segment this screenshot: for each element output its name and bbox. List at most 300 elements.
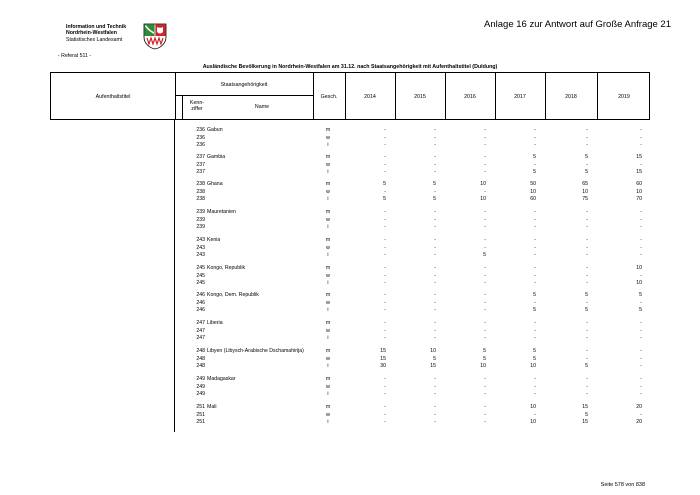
value-cell-2016: -	[484, 411, 486, 418]
kennziffer-cell: 243	[196, 244, 205, 251]
gender-cell: i	[327, 196, 329, 202]
value-cell-2016: 5	[483, 348, 486, 354]
kennziffer-cell: 236	[196, 127, 205, 133]
header-staatsangehoerigkeit: Staatsangehörigkeit	[220, 82, 268, 88]
header-kennziffer: Kenn- ziffer	[189, 100, 205, 112]
value-cell-2019: -	[640, 376, 642, 382]
value-cell-2015: 5	[433, 181, 436, 187]
value-cell-2018: -	[586, 134, 588, 141]
value-cell-2014: 5	[383, 196, 386, 202]
value-cell-2016: -	[484, 209, 486, 215]
gender-cell: w	[326, 299, 330, 306]
value-cell-2015: -	[434, 292, 436, 298]
kennziffer-cell: 247	[196, 327, 205, 334]
value-cell-2019: -	[640, 224, 642, 230]
value-cell-2015: -	[434, 216, 436, 223]
nrw-crest-logo	[142, 22, 168, 50]
org-name-line2: Nordrhein-Westfalen	[66, 30, 117, 37]
value-cell-2015: -	[434, 307, 436, 313]
value-cell-2016: -	[484, 265, 486, 271]
kennziffer-cell: 238	[196, 181, 205, 187]
gender-cell: w	[326, 188, 330, 195]
kennziffer-cell: 246	[196, 292, 205, 298]
value-cell-2019: 20	[636, 419, 642, 425]
table-row	[50, 418, 650, 426]
kennziffer-cell: 236	[196, 134, 205, 141]
value-cell-2016: -	[484, 404, 486, 410]
kennziffer-cell: 251	[196, 404, 205, 410]
value-cell-2014: -	[384, 134, 386, 141]
value-cell-2018: 5	[585, 154, 588, 160]
value-cell-2019: -	[640, 411, 642, 418]
value-cell-2019: 10	[636, 265, 642, 271]
kennziffer-cell: 236	[196, 142, 205, 148]
value-cell-2016: -	[484, 237, 486, 243]
gender-cell: m	[325, 292, 331, 298]
gender-cell: i	[327, 391, 329, 397]
country-group	[50, 375, 650, 399]
value-cell-2018: 5	[585, 292, 588, 298]
country-name-cell: Ghana	[207, 181, 223, 187]
header-year-2016: 2016	[464, 94, 476, 100]
country-group	[50, 236, 650, 260]
value-cell-2015: -	[434, 134, 436, 141]
country-name-cell: Kenia	[207, 237, 221, 243]
value-cell-2019: -	[640, 142, 642, 148]
value-cell-2015: -	[434, 327, 436, 334]
value-cell-2015: 15	[430, 363, 436, 369]
kennziffer-cell: 237	[196, 169, 205, 175]
table-row	[50, 168, 650, 176]
value-cell-2019: -	[640, 209, 642, 215]
value-cell-2015: -	[434, 127, 436, 133]
value-cell-2015: 5	[433, 196, 436, 202]
value-cell-2019: -	[640, 348, 642, 354]
value-cell-2016: -	[484, 127, 486, 133]
country-group	[50, 126, 650, 150]
value-cell-2018: -	[586, 391, 588, 397]
table-row	[50, 306, 650, 314]
value-cell-2016: -	[484, 216, 486, 223]
country-name-cell: Mauretanien	[207, 209, 236, 215]
value-cell-2019: -	[640, 299, 642, 306]
country-group	[50, 208, 650, 232]
gender-cell: w	[326, 411, 330, 418]
value-cell-2017: 5	[533, 154, 536, 160]
value-cell-2017: -	[534, 237, 536, 243]
country-group	[50, 319, 650, 343]
gender-cell: m	[325, 265, 331, 271]
value-cell-2014: -	[384, 209, 386, 215]
value-cell-2016: -	[484, 299, 486, 306]
value-cell-2015: -	[434, 188, 436, 195]
table-row	[50, 141, 650, 149]
value-cell-2017: -	[534, 320, 536, 326]
value-cell-2016: -	[484, 280, 486, 286]
value-cell-2019: -	[640, 161, 642, 168]
gender-cell: i	[327, 335, 329, 341]
value-cell-2017: -	[534, 252, 536, 258]
value-cell-2017: 10	[530, 188, 536, 195]
gender-cell: w	[326, 134, 330, 141]
value-cell-2014: 5	[383, 181, 386, 187]
value-cell-2018: 10	[582, 188, 588, 195]
value-cell-2017: -	[534, 224, 536, 230]
value-cell-2017: 10	[530, 363, 536, 369]
value-cell-2015: -	[434, 169, 436, 175]
kennziffer-cell: 238	[196, 188, 205, 195]
value-cell-2016: -	[484, 376, 486, 382]
org-name-line1: Information und Technik	[66, 24, 127, 30]
value-cell-2018: 5	[585, 307, 588, 313]
country-group	[50, 153, 650, 177]
value-cell-2015: -	[434, 376, 436, 382]
country-name-cell: Liberia	[207, 320, 223, 326]
document-reference: Anlage 16 zur Antwort auf Große Anfrage 21	[484, 19, 671, 30]
value-cell-2014: -	[384, 335, 386, 341]
value-cell-2019: -	[640, 272, 642, 279]
country-name-cell: Libyen (Libysch-Arabische Dschamahirija)	[207, 348, 304, 354]
value-cell-2017: -	[534, 335, 536, 341]
value-cell-2016: -	[484, 142, 486, 148]
kennziffer-cell: 248	[196, 363, 205, 369]
value-cell-2019: 10	[636, 280, 642, 286]
gender-cell: m	[325, 404, 331, 410]
value-cell-2014: -	[384, 327, 386, 334]
value-cell-2017: -	[534, 209, 536, 215]
gender-cell: i	[327, 307, 329, 313]
value-cell-2018: -	[586, 161, 588, 168]
value-cell-2019: 70	[636, 196, 642, 202]
value-cell-2017: 10	[530, 419, 536, 425]
value-cell-2017: -	[534, 327, 536, 334]
value-cell-2014: -	[384, 142, 386, 148]
value-cell-2016: -	[484, 224, 486, 230]
value-cell-2014: 15	[380, 348, 386, 354]
kennziffer-cell: 237	[196, 154, 205, 160]
value-cell-2015: -	[434, 142, 436, 148]
value-cell-2014: -	[384, 265, 386, 271]
header-year-2014: 2014	[364, 94, 376, 100]
value-cell-2018: -	[586, 383, 588, 390]
value-cell-2016: -	[484, 161, 486, 168]
value-cell-2015: -	[434, 299, 436, 306]
value-cell-2018: 5	[585, 363, 588, 369]
country-group	[50, 180, 650, 204]
value-cell-2015: -	[434, 272, 436, 279]
value-cell-2014: -	[384, 169, 386, 175]
value-cell-2018: -	[586, 127, 588, 133]
value-cell-2019: -	[640, 391, 642, 397]
kennziffer-cell: 243	[196, 237, 205, 243]
value-cell-2018: -	[586, 335, 588, 341]
value-cell-2017: 50	[530, 181, 536, 187]
value-cell-2017: -	[534, 161, 536, 168]
table-row	[50, 362, 650, 370]
kennziffer-cell: 247	[196, 320, 205, 326]
kennziffer-cell: 239	[196, 224, 205, 230]
gender-cell: w	[326, 355, 330, 362]
header-year-2018: 2018	[565, 94, 577, 100]
kennziffer-cell: 246	[196, 307, 205, 313]
value-cell-2016: 5	[483, 355, 486, 362]
value-cell-2018: -	[586, 376, 588, 382]
value-cell-2016: -	[484, 307, 486, 313]
value-cell-2016: -	[484, 320, 486, 326]
gender-cell: m	[325, 348, 331, 354]
value-cell-2015: -	[434, 404, 436, 410]
value-cell-2018: 65	[582, 181, 588, 187]
org-block	[66, 24, 126, 43]
value-cell-2015: 5	[433, 355, 436, 362]
table-row	[50, 279, 650, 287]
value-cell-2016: -	[484, 419, 486, 425]
value-cell-2014: -	[384, 216, 386, 223]
gender-cell: m	[325, 127, 331, 133]
header-geschlecht: Gesch.	[320, 94, 338, 100]
country-name-cell: Kongo, Republik	[207, 265, 246, 271]
value-cell-2019: -	[640, 327, 642, 334]
kennziffer-cell: 251	[196, 419, 205, 425]
department-label: - Referat 511 -	[58, 53, 92, 59]
kennziffer-cell: 248	[196, 355, 205, 362]
value-cell-2014: -	[384, 280, 386, 286]
value-cell-2019: 20	[636, 404, 642, 410]
value-cell-2016: 5	[483, 252, 486, 258]
value-cell-2015: -	[434, 209, 436, 215]
value-cell-2018: -	[586, 348, 588, 354]
value-cell-2017: 5	[533, 355, 536, 362]
table-row	[50, 195, 650, 203]
value-cell-2015: -	[434, 265, 436, 271]
value-cell-2017: 10	[530, 404, 536, 410]
value-cell-2015: -	[434, 391, 436, 397]
kennziffer-cell: 246	[196, 299, 205, 306]
value-cell-2019: 60	[636, 181, 642, 187]
value-cell-2014: -	[384, 411, 386, 418]
gender-cell: m	[325, 376, 331, 382]
value-cell-2015: -	[434, 320, 436, 326]
value-cell-2016: -	[484, 335, 486, 341]
value-cell-2017: 5	[533, 169, 536, 175]
value-cell-2016: -	[484, 134, 486, 141]
value-cell-2018: -	[586, 252, 588, 258]
value-cell-2015: -	[434, 335, 436, 341]
value-cell-2019: -	[640, 216, 642, 223]
value-cell-2014: -	[384, 161, 386, 168]
country-name-cell: Mali	[207, 404, 217, 410]
value-cell-2016: 10	[480, 181, 486, 187]
value-cell-2017: 5	[533, 307, 536, 313]
value-cell-2014: -	[384, 154, 386, 160]
value-cell-2017: -	[534, 127, 536, 133]
value-cell-2019: -	[640, 237, 642, 243]
value-cell-2017: -	[534, 142, 536, 148]
header-aufenthaltstitel: Aufenthaltstitel	[95, 94, 131, 100]
kennziffer-cell: 239	[196, 209, 205, 215]
value-cell-2017: -	[534, 383, 536, 390]
value-cell-2014: -	[384, 252, 386, 258]
gender-cell: w	[326, 216, 330, 223]
value-cell-2019: 5	[639, 292, 642, 298]
value-cell-2015: -	[434, 244, 436, 251]
gender-cell: m	[325, 237, 331, 243]
gender-cell: i	[327, 142, 329, 148]
value-cell-2017: -	[534, 134, 536, 141]
header-name: Name	[254, 104, 270, 110]
value-cell-2018: -	[586, 327, 588, 334]
country-name-cell: Gambia	[207, 154, 226, 160]
value-cell-2017: 5	[533, 292, 536, 298]
table-row	[50, 390, 650, 398]
kennziffer-cell: 238	[196, 196, 205, 202]
value-cell-2017: -	[534, 299, 536, 306]
value-cell-2014: -	[384, 383, 386, 390]
gender-cell: i	[327, 224, 329, 230]
value-cell-2017: 60	[530, 196, 536, 202]
value-cell-2014: -	[384, 127, 386, 133]
value-cell-2014: -	[384, 320, 386, 326]
header-year-2015: 2015	[414, 94, 426, 100]
country-name-cell: Madagaskar	[207, 376, 236, 382]
value-cell-2017: -	[534, 376, 536, 382]
value-cell-2019: 10	[636, 188, 642, 195]
value-cell-2017: -	[534, 216, 536, 223]
gender-cell: w	[326, 161, 330, 168]
value-cell-2016: -	[484, 292, 486, 298]
value-cell-2016: -	[484, 169, 486, 175]
gender-cell: m	[325, 320, 331, 326]
gender-cell: m	[325, 181, 331, 187]
header-year-2017: 2017	[514, 94, 526, 100]
gender-cell: w	[326, 383, 330, 390]
kennziffer-cell: 249	[196, 391, 205, 397]
table-row	[50, 251, 650, 259]
value-cell-2019: 15	[636, 154, 642, 160]
kennziffer-cell: 249	[196, 376, 205, 382]
value-cell-2015: -	[434, 411, 436, 418]
value-cell-2017: -	[534, 272, 536, 279]
value-cell-2018: -	[586, 224, 588, 230]
value-cell-2018: 5	[585, 169, 588, 175]
value-cell-2014: -	[384, 419, 386, 425]
value-cell-2019: 5	[639, 307, 642, 313]
value-cell-2016: 10	[480, 363, 486, 369]
value-cell-2015: -	[434, 224, 436, 230]
kennziffer-cell: 245	[196, 265, 205, 271]
value-cell-2015: 10	[430, 348, 436, 354]
value-cell-2015: -	[434, 383, 436, 390]
value-cell-2015: -	[434, 154, 436, 160]
value-cell-2016: -	[484, 272, 486, 279]
value-cell-2017: -	[534, 265, 536, 271]
value-cell-2017: -	[534, 280, 536, 286]
value-cell-2019: -	[640, 355, 642, 362]
kennziffer-cell: 245	[196, 280, 205, 286]
value-cell-2019: -	[640, 127, 642, 133]
gender-cell: w	[326, 272, 330, 279]
country-group	[50, 403, 650, 427]
page-number: Seite 578 von 838	[600, 482, 645, 488]
value-cell-2014: -	[384, 244, 386, 251]
value-cell-2018: 15	[582, 404, 588, 410]
value-cell-2019: -	[640, 244, 642, 251]
value-cell-2016: -	[484, 391, 486, 397]
value-cell-2016: -	[484, 244, 486, 251]
value-cell-2016: 10	[480, 196, 486, 202]
value-cell-2014: -	[384, 224, 386, 230]
gender-cell: i	[327, 280, 329, 286]
kennziffer-cell: 243	[196, 252, 205, 258]
table-header	[50, 72, 650, 120]
value-cell-2018: 5	[585, 411, 588, 418]
value-cell-2019: 15	[636, 169, 642, 175]
value-cell-2014: -	[384, 307, 386, 313]
kennziffer-cell: 247	[196, 335, 205, 341]
value-cell-2018: -	[586, 265, 588, 271]
country-group	[50, 291, 650, 315]
value-cell-2017: -	[534, 391, 536, 397]
value-cell-2014: -	[384, 272, 386, 279]
value-cell-2016: -	[484, 383, 486, 390]
value-cell-2018: -	[586, 237, 588, 243]
country-name-cell: Gabun	[207, 127, 223, 133]
value-cell-2019: -	[640, 320, 642, 326]
country-name-cell: Kongo, Dem. Republik	[207, 292, 259, 298]
value-cell-2018: -	[586, 216, 588, 223]
value-cell-2014: 30	[380, 363, 386, 369]
gender-cell: i	[327, 169, 329, 175]
table-row	[50, 334, 650, 342]
kennziffer-cell: 237	[196, 161, 205, 168]
value-cell-2018: -	[586, 299, 588, 306]
table-title: Ausländische Bevölkerung in Nordrhein-Westfalen am 31.12. nach Staatsangehörigkeit mit Aufenthaltstitel (Duldung)	[202, 64, 498, 70]
value-cell-2014: -	[384, 376, 386, 382]
value-cell-2016: -	[484, 188, 486, 195]
value-cell-2014: -	[384, 237, 386, 243]
gender-cell: w	[326, 327, 330, 334]
kennziffer-cell: 248	[196, 348, 205, 354]
value-cell-2017: -	[534, 411, 536, 418]
org-name-line3: Statistisches Landesamt	[66, 36, 123, 43]
value-cell-2015: -	[434, 252, 436, 258]
value-cell-2016: -	[484, 327, 486, 334]
kennziffer-cell: 249	[196, 383, 205, 390]
kennziffer-cell: 251	[196, 411, 205, 418]
gender-cell: w	[326, 244, 330, 251]
value-cell-2019: -	[640, 335, 642, 341]
value-cell-2019: -	[640, 363, 642, 369]
gender-cell: m	[325, 154, 331, 160]
value-cell-2017: 5	[533, 348, 536, 354]
value-cell-2014: -	[384, 292, 386, 298]
value-cell-2015: -	[434, 419, 436, 425]
value-cell-2016: -	[484, 154, 486, 160]
value-cell-2018: -	[586, 209, 588, 215]
value-cell-2015: -	[434, 161, 436, 168]
value-cell-2014: -	[384, 188, 386, 195]
value-cell-2019: -	[640, 383, 642, 390]
value-cell-2018: -	[586, 142, 588, 148]
kennziffer-cell: 245	[196, 272, 205, 279]
value-cell-2015: -	[434, 237, 436, 243]
value-cell-2019: -	[640, 134, 642, 141]
gender-cell: m	[325, 209, 331, 215]
value-cell-2018: -	[586, 280, 588, 286]
value-cell-2014: -	[384, 299, 386, 306]
gender-cell: i	[327, 252, 329, 258]
value-cell-2019: -	[640, 252, 642, 258]
